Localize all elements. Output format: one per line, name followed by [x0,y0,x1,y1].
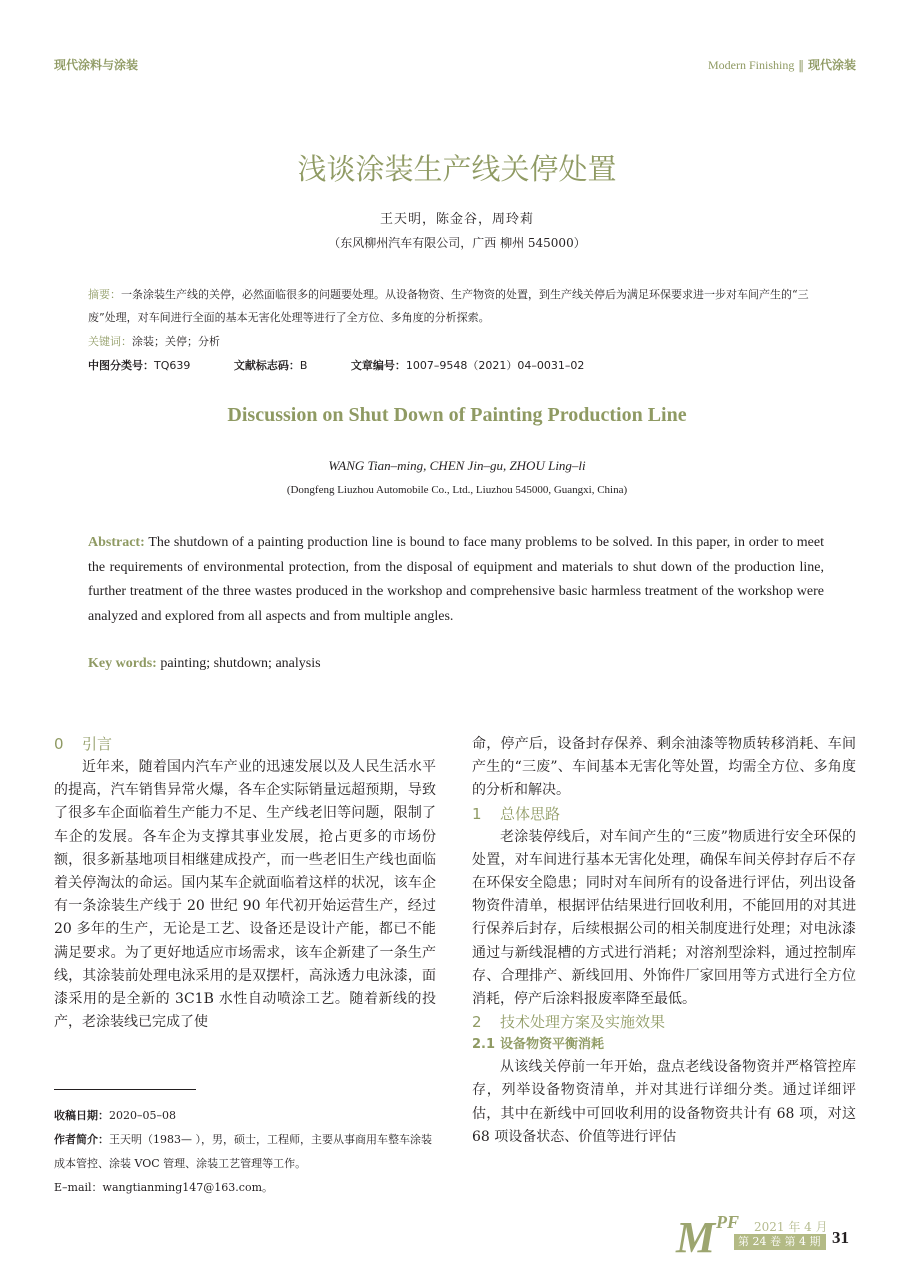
running-header-en: Modern Finishing [707,58,795,72]
affiliation-en: (Dongfeng Liuzhou Automobile Co., Ltd., Liuzhou 545000, Guangxi, China) [286,484,628,496]
keywords-en-label: Key words: [88,656,157,671]
intro-paragraph: 近年来，随着国内汽车产业的迅速发展以及人民生活水平的提高，汽车销售异常火爆，各车企实际销量远超预期，导致了很多车企面临着生产能力不足、生产线老旧等问题，限制了车企的发展。各车企为支撑其事业发展，抢占更多的市场份额，很多新基地项目相继建成投产，而一些老旧生产线也面临着关停淘汰的命运。国内某车企就面临着这样的状况，该车企有一条涂装生产线于 20 世纪 90 年代初开始运营生产，经过 20 多年的生产，无论是工艺、设备还是设计产能，都已不能满足要求。为了更好地适应市场需求，该车企新建了一条生产线，其涂装前处理电泳采用的是双摆杆，高泳透力电泳漆，面漆采用的是全新的 3C1B 水性自动喷涂工艺。随着新线的投产，老涂装线已完成了使 [54,759,436,1031]
affiliation-cn: （东风柳州汽车有限公司，广西 柳州 545000） [328,236,586,250]
classification-meta [88,357,624,373]
authors-en: WANG Tian–ming, CHEN Jin–gu, ZHOU Ling–li [328,458,586,473]
running-header-separator: ‖ [798,58,805,72]
section-2-1-paragraph: 从该线关停前一年开始，盘点老线设备物资并严格管控库存，列举设备物资清单，并对其进行详细分类。通过详细评估，其中在新线中可回收利用的设备物资共计有 68 项，对这 68 项设备状态、价值等进行评估 [472,1059,856,1145]
journal-logo-pf: PF [716,1212,740,1232]
running-header-left: 现代涂料与涂装 [54,58,139,72]
abstract-en-text: The shutdown of a painting production line is bound to face many problems to be solved. In this paper, in order to meet the requirements of environmental protection, from the disposal of equipment and materials to shut down of the production line, further treatment of the three wastes produced in the workshop and comprehensive basic harmless treatment of the workshop were analyzed and explored from all aspects and from multiple angles. [88,535,824,624]
page-number: 31 [832,1228,849,1247]
abstract-cn-text: 一条涂装生产线的关停，必然面临很多的问题要处理。从设备物资、生产物资的处置，到生产线关停后为满足环保要求进一步对车间产生的“三废”处理，对车间进行全面的基本无害化处理等进行了全方位、多角度的分析探索。 [88,288,809,324]
keywords-cn-text: 涂装；关停；分析 [132,335,220,348]
body-column-right [472,733,856,1149]
abstract-en [88,531,824,629]
section-heading-2: 2 技术处理方案及实施效果 [472,1013,666,1032]
subsection-heading-2-1: 2.1 设备物资平衡消耗 [472,1037,605,1053]
received-date: 收稿日期：2020–05–08 [54,1109,176,1122]
keywords-en-text: painting; shutdown; analysis [160,656,321,671]
keywords-cn [88,330,828,353]
section-heading-0: 0 引言 [54,735,113,753]
issue-volume: 第 24 卷 第 4 期 [734,1234,826,1250]
title-en: Discussion on Shut Down of Painting Production Line [227,404,687,426]
section-heading-1: 1 总体思路 [472,804,561,823]
abstract-cn-label: 摘要： [88,288,121,301]
body-column-left [54,733,436,1034]
running-header-cn: 现代涂装 [807,58,856,72]
title-cn: 浅谈涂装生产线关停处置 [297,152,617,186]
author-bio: 作者简介：王天明（1983— ），男，硕士，工程师，主要从事商用车整车涂装成本管控、涂装 VOC 管理、涂装工艺管理等工作。 [54,1133,432,1170]
issue-date: 2021 年 4 月 [754,1220,828,1234]
article-number: 文章编号：1007–9548（2021）04–0031–02 [350,359,585,372]
abstract-cn [88,283,828,329]
footnote [54,1104,438,1200]
keywords-en [88,656,321,672]
journal-logo: M [676,1213,714,1262]
running-header-right [708,56,856,73]
authors-cn: 王天明，陈金谷，周玲莉 [379,212,534,227]
intro-continuation: 命，停产后，设备封存保养、剩余油漆等物质转移消耗、车间产生的“三废”、车间基本无害化等处置，均需全方位、多角度的分析和解决。 [472,736,856,799]
abstract-en-label: Abstract: [88,535,145,550]
footnote-rule [54,1089,196,1090]
clc-number: 中图分类号：TQ639 [88,359,191,372]
author-email: E–mail：wangtianming147@163.com。 [54,1181,274,1194]
keywords-cn-label: 关键词： [88,335,132,348]
section-1-paragraph: 老涂装停线后，对车间产生的“三废”物质进行安全环保的处置，对车间进行基本无害化处理，确保车间关停封存后不存在环保安全隐患；同时对车间所有的设备进行评估，列出设备物资件清单，根据评估结果进行回收利用，不能回用的对其进行保养后封存，后续根据公司的相关制度进行处理；对电泳漆通过与新线混槽的方式进行消耗；对溶剂型涂料，通过控制库存、合理排产、新线回用、外饰件厂家回用等方式进行全方位消耗，停产后涂料报废率降至最低。 [472,828,856,1008]
document-code: 文献标志码：B [233,359,308,372]
